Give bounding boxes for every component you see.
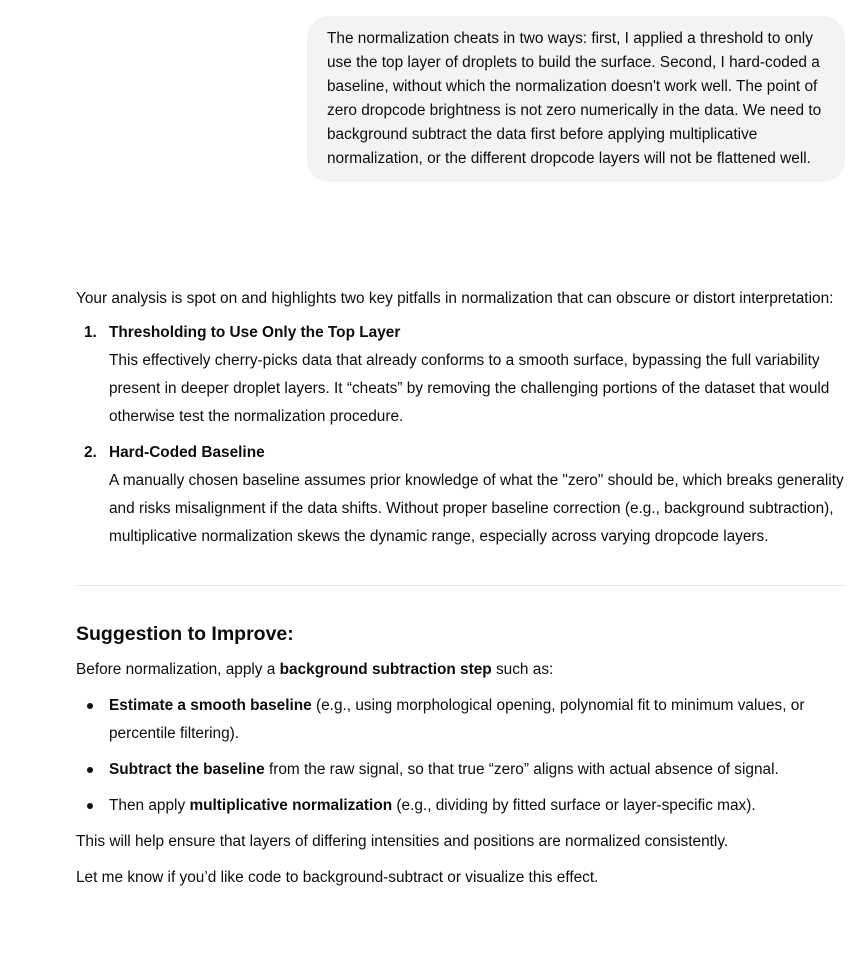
step-text: (e.g., dividing by fitted surface or layer-specific max). [392,797,756,814]
list-number: 2. [84,444,97,461]
lead-prefix: Before normalization, apply a [76,661,280,678]
step-bold: Estimate a smooth baseline [109,697,312,714]
step-text: (e.g., using morphological opening, polynomial fit to minimum values, or percentile filtering). [109,697,805,742]
list-item [109,692,848,748]
user-message-text: The normalization cheats in two ways: first, I applied a threshold to only use the top layer of droplets to build the surface. Second, I hard-coded a baseline, without which the normalization doesn't work well. The point of zero dropcode brightness is not zero numerically in the data. We need to background subtract the data first before applying multiplicative normalization, or the different dropcode layers will not be flattened well. [327,30,822,167]
list-item [109,756,848,784]
assistant-intro: Your analysis is spot on and highlights two key pitfalls in normalization that can obscure or distort interpretation: [76,290,834,307]
closing-text: This will help ensure that layers of differing intensities and positions are normalized consistently. [76,833,729,850]
list-number: 1. [84,324,97,341]
lead-suffix: such as: [491,661,554,678]
point-text: This effectively cherry-picks data that already conforms to a smooth surface, bypassing the full variability present in deeper droplet layers. It “cheats” by removing the challenging portions of the dataset that would otherwise test the normalization procedure. [109,352,830,425]
steps-list [76,692,848,820]
pitfalls-list [76,319,848,551]
user-message-bubble [307,16,845,182]
step-text: from the raw signal, so that true “zero” aligns with actual absence of signal. [264,761,779,778]
list-item [109,792,848,820]
closing-followup: Let me know if you’d like code to background-subtract or visualize this effect. [76,869,599,886]
point-text: A manually chosen baseline assumes prior knowledge of what the "zero" should be, which breaks generality and risks misalignment if the data shifts. Without proper baseline correction (e.g., background subtraction), multiplicative normalization skews the dynamic range, especially across varying dropcode layers. [109,472,844,545]
point-title: Hard-Coded Baseline [109,444,265,461]
step-prefix: Then apply [109,797,190,814]
bullet-icon [87,803,93,809]
suggestion-lead [76,656,848,684]
list-item [84,319,848,431]
section-divider [76,585,846,586]
section-title: Suggestion to Improve: [76,623,294,645]
assistant-message [76,285,848,892]
lead-bold: background subtraction step [279,661,492,678]
bullet-icon [87,703,93,709]
step-bold: Subtract the baseline [109,761,265,778]
point-title: Thresholding to Use Only the Top Layer [109,324,401,341]
list-item [84,439,848,551]
bullet-icon [87,767,93,773]
step-bold: multiplicative normalization [189,797,393,814]
